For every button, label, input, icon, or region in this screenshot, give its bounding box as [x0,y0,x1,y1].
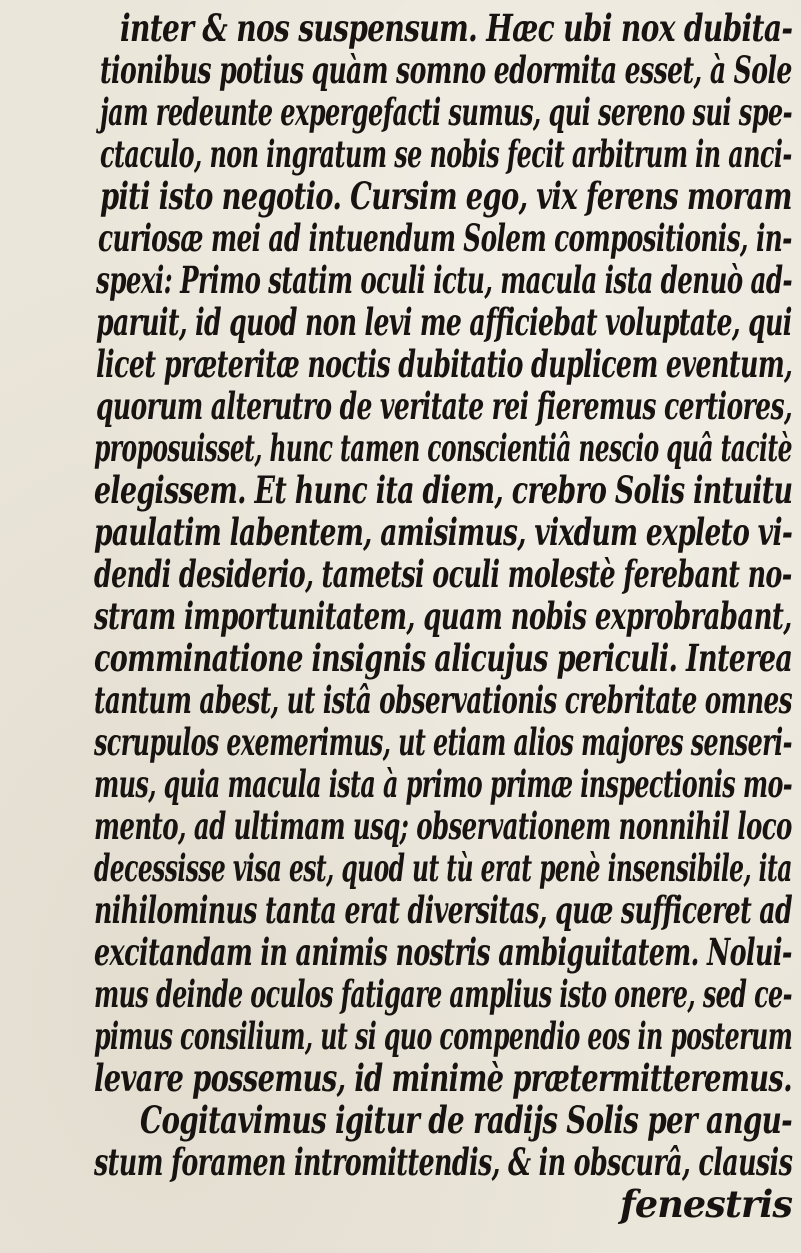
text-line-24: mus deinde oculos fatigare amplius isto onere, sed ce- [94,972,792,1016]
text-line-9: licet præteritæ noctis dubitatio duplicem eventum, [96,342,793,386]
text-line-6: curiosæ mei ad intuendum Solem compositionis, in- [98,216,792,260]
text-line-29-catchword: fenestris [620,1182,793,1226]
text-line-3: jam redeunte expergefacti sumus, qui sereno sui spe- [100,90,792,134]
text-line-25: pimus consilium, ut si quo compendio eos in posterum [94,1014,793,1058]
text-line-27: Cogitavimus igitur de radijs Solis per angu- [140,1098,793,1142]
text-line-17: tantum abest, ut istâ observationis crebritate omnes [94,678,792,722]
text-line-4: ctaculo, non ingratum se nobis fecit arbitrum in anci- [100,132,792,176]
text-line-20: mento, ad ultimam usq; observationem nonnihil loco [94,804,792,848]
text-line-14: dendi desiderio, tametsi oculi molestè ferebant no- [94,552,792,596]
text-line-19: mus, quia macula ista à primo primæ inspectionis mo- [94,762,793,806]
text-line-26: levare possemus, id minimè prætermitteremus. [94,1056,793,1100]
text-line-5: piti isto negotio. Cursim ego, vix ferens moram [100,174,792,218]
text-line-18: scrupulos exemerimus, ut etiam alios majores senseri- [94,720,792,764]
text-line-8: paruit, id quod non levi me afficiebat voluptate, qui [96,300,792,344]
text-line-11: proposuisset, hunc tamen conscientiâ nescio quâ tacitè [94,426,792,470]
text-line-12: elegissem. Et hunc ita diem, crebro Solis intuitu [94,468,793,512]
text-line-28: stum foramen intromittendis, & in obscurâ, clausis [94,1140,793,1184]
text-line-10: quorum alterutro de veritate rei fieremus certiores, [96,384,793,428]
text-line-16: comminatione insignis alicujus periculi. Interea [94,636,793,680]
text-line-15: stram importunitatem, quam nobis exprobrabant, [94,594,792,638]
text-line-22: nihilominus tanta erat diversitas, quæ sufficeret ad [94,888,793,932]
text-line-21: decessisse visa est, quod ut tù erat penè insensibile, ita [94,846,792,890]
text-line-13: paulatim labentem, amisimus, vixdum expleto vi- [94,510,793,554]
text-line-23: excitandam in animis nostris ambiguitatem. Nolui- [94,930,792,974]
text-line-7: spexi: Primo statim oculi ictu, macula ista denuò ad- [96,258,793,302]
text-line-2: tionibus potius quàm somno edormita esset, à Sole [100,48,792,92]
text-line-1: inter & nos suspensum. Hæc ubi nox dubita- [120,6,793,50]
